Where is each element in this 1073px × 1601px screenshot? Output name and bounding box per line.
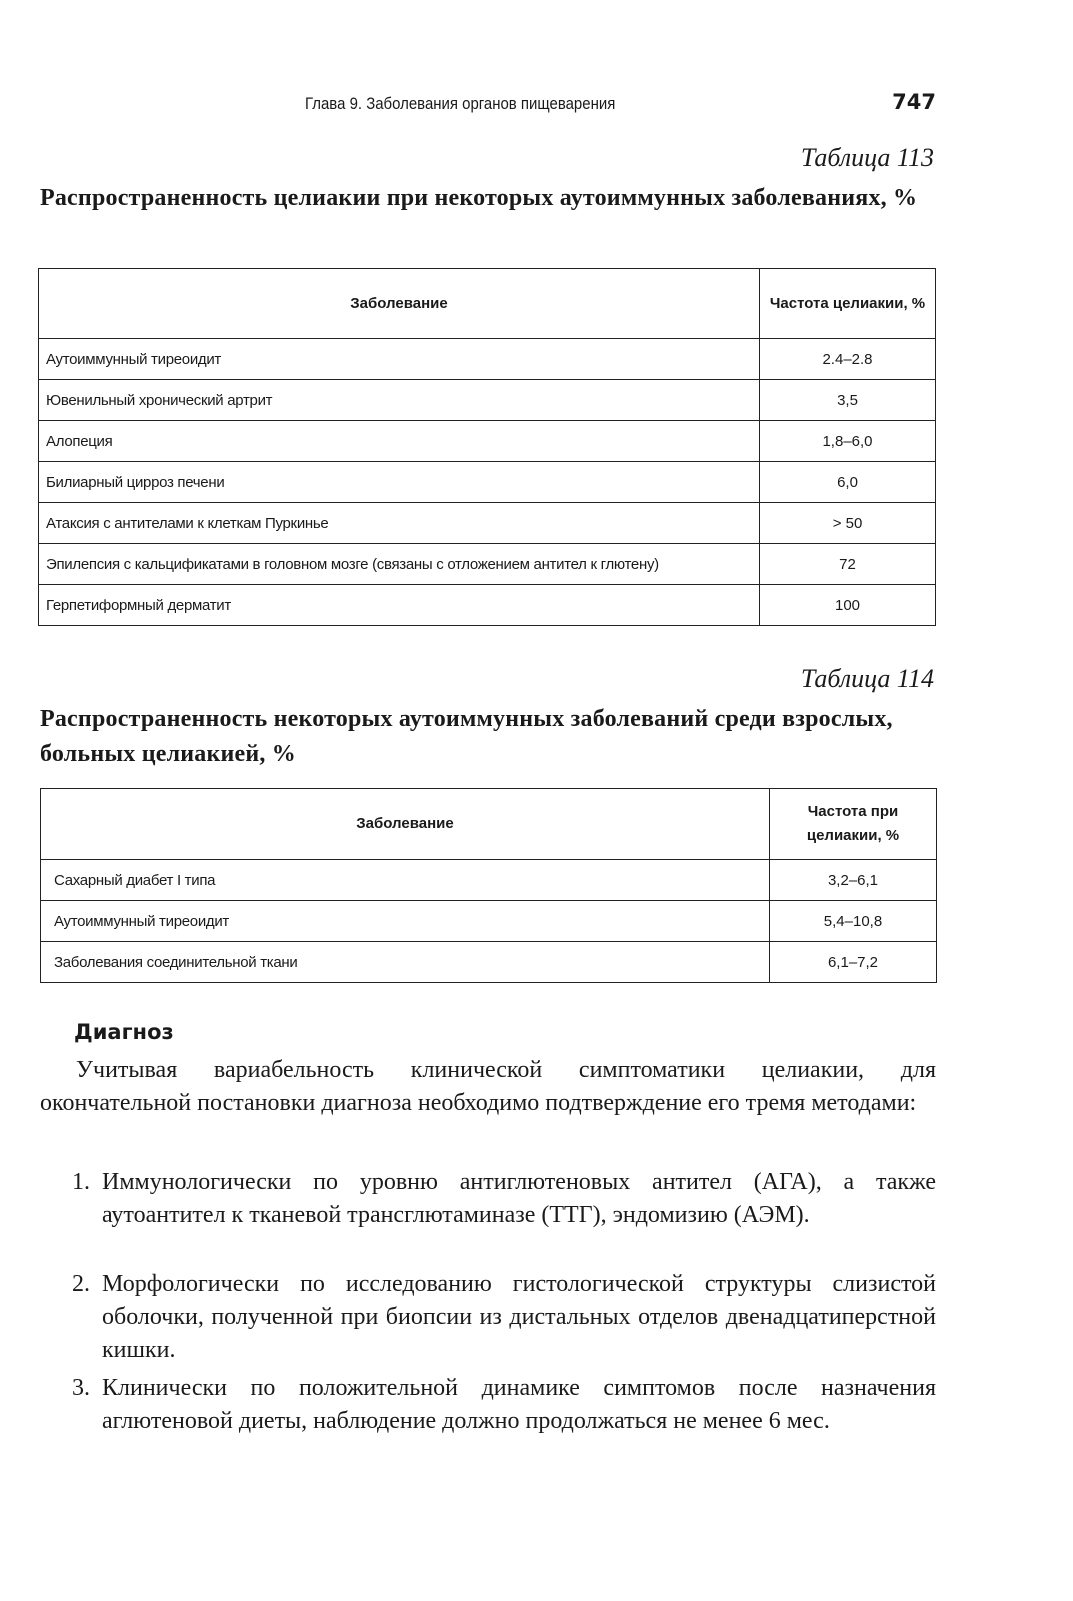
frequency-cell: 100 bbox=[760, 585, 936, 626]
frequency-cell: 3,2–6,1 bbox=[770, 860, 937, 901]
section-heading-diagnosis: Диагноз bbox=[74, 1020, 174, 1044]
table-113-label: Таблица 113 bbox=[800, 143, 934, 172]
table-row bbox=[39, 339, 936, 380]
table-header-row bbox=[41, 789, 937, 860]
disease-cell: Заболевания соединительной ткани bbox=[41, 942, 770, 983]
table-114 bbox=[40, 788, 937, 983]
disease-cell: Аутоиммунный тиреоидит bbox=[39, 339, 760, 380]
disease-cell: Алопеция bbox=[39, 421, 760, 462]
disease-cell: Билиарный цирроз печени bbox=[39, 462, 760, 503]
table-row bbox=[39, 421, 936, 462]
frequency-cell: 5,4–10,8 bbox=[770, 901, 937, 942]
table-row bbox=[41, 942, 937, 983]
frequency-cell: 72 bbox=[760, 544, 936, 585]
table-row bbox=[39, 380, 936, 421]
list-item bbox=[72, 1372, 936, 1438]
disease-cell: Эпилепсия с кальцификатами в головном мозге (связаны с отложением антител к глютену) bbox=[39, 544, 760, 585]
list-item bbox=[72, 1166, 936, 1232]
table-row bbox=[41, 901, 937, 942]
table-114-label: Таблица 114 bbox=[800, 664, 934, 693]
list-item-number: 1. bbox=[72, 1169, 90, 1195]
disease-cell: Ювенильный хронический артрит bbox=[39, 380, 760, 421]
column-header-frequency: Частота при целиакии, % bbox=[770, 789, 937, 860]
table-row bbox=[39, 585, 936, 626]
frequency-cell: 6,1–7,2 bbox=[770, 942, 937, 983]
table-row bbox=[39, 462, 936, 503]
disease-cell: Аутоиммунный тиреоидит bbox=[41, 901, 770, 942]
table-113 bbox=[38, 268, 936, 626]
list-item bbox=[72, 1268, 936, 1367]
frequency-cell: > 50 bbox=[760, 503, 936, 544]
disease-cell: Сахарный диабет I типа bbox=[41, 860, 770, 901]
list-item-number: 3. bbox=[72, 1375, 90, 1401]
column-header-frequency: Частота целиакии, % bbox=[760, 269, 936, 339]
list-item-number: 2. bbox=[72, 1271, 90, 1297]
list-item-text: Клинически по положительной динамике симптомов после назначения аглютеновой диеты, наблюдение должно продолжаться не менее 6 мес. bbox=[102, 1375, 936, 1434]
page-number: 747 bbox=[892, 90, 936, 114]
table-113-title: Распространенность целиакии при некоторых аутоиммунных заболеваниях, % bbox=[40, 185, 918, 211]
frequency-cell: 3,5 bbox=[760, 380, 936, 421]
column-header-disease: Заболевание bbox=[41, 789, 770, 860]
running-header bbox=[0, 90, 1073, 122]
disease-cell: Герпетиформный дерматит bbox=[39, 585, 760, 626]
chapter-title: Глава 9. Заболевания органов пищеварения bbox=[305, 94, 616, 113]
table-114-title: Распространенность некоторых аутоиммунных заболеваний среди взрослых, больных целиакией, % bbox=[40, 706, 893, 767]
table-header-row bbox=[39, 269, 936, 339]
frequency-cell: 1,8–6,0 bbox=[760, 421, 936, 462]
table-row bbox=[41, 860, 937, 901]
frequency-cell: 6,0 bbox=[760, 462, 936, 503]
disease-cell: Атаксия с антителами к клеткам Пуркинье bbox=[39, 503, 760, 544]
list-item-text: Иммунологически по уровню антиглютеновых антител (АГА), а также аутоантител к тканевой трансглютаминазе (ТТГ), эндомизию (АЭМ). bbox=[102, 1169, 936, 1228]
table-row bbox=[39, 503, 936, 544]
frequency-cell: 2.4–2.8 bbox=[760, 339, 936, 380]
table-row bbox=[39, 544, 936, 585]
list-item-text: Морфологически по исследованию гистологической структуры слизистой оболочки, полученной при биопсии из дистальных отделов двенадцатиперстной кишки. bbox=[102, 1271, 936, 1363]
diagnosis-intro-paragraph: Учитывая вариабельность клинической симптоматики целиакии, для окончательной постановки диагноза необходимо подтверждение его тремя методами: bbox=[40, 1057, 936, 1116]
column-header-disease: Заболевание bbox=[39, 269, 760, 339]
